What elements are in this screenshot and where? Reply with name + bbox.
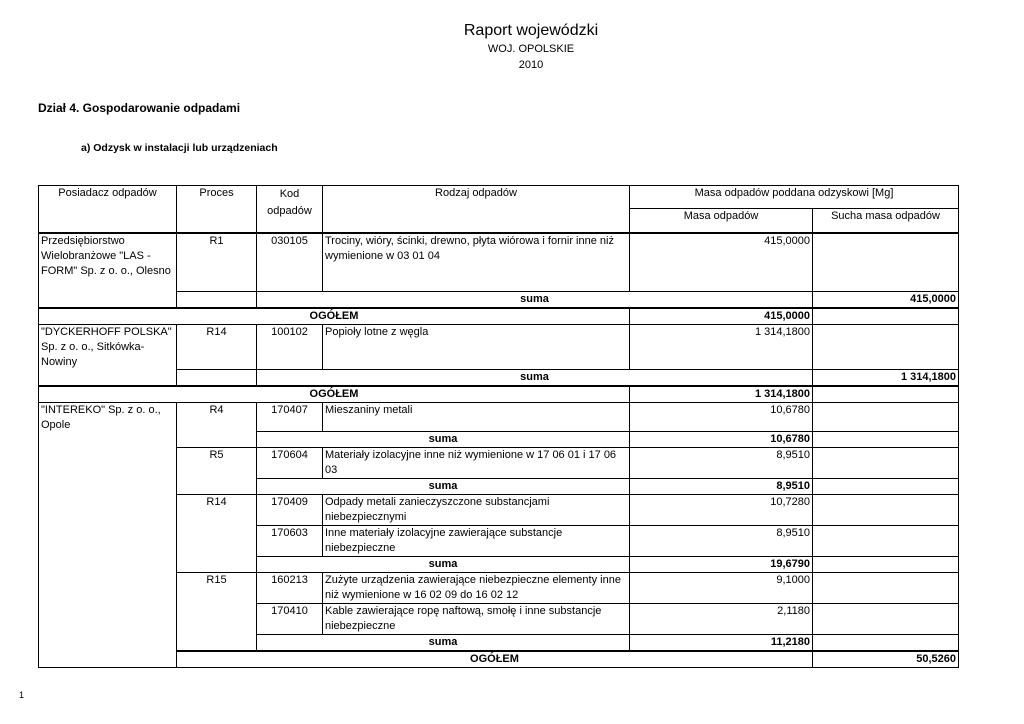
process-code: R4: [177, 403, 257, 448]
waste-dry-mass: [813, 526, 959, 557]
waste-dry-mass: [813, 448, 959, 479]
sum-label: suma: [257, 292, 813, 309]
sum-mass: 19,6790: [630, 557, 813, 573]
process-code: R14: [177, 325, 257, 370]
header-mass: Masa odpadów: [630, 209, 813, 233]
holder-name: "INTEREKO" Sp. z o. o., Opole: [39, 403, 177, 668]
waste-code: 170410: [257, 604, 323, 635]
waste-type: Mieszaniny metali: [323, 403, 630, 432]
sum-mass: 1 314,1800: [813, 370, 959, 387]
waste-dry-mass: [813, 325, 959, 370]
header-process: Proces: [177, 186, 257, 233]
waste-mass: 9,1000: [630, 573, 813, 604]
sum-mass: 8,9510: [630, 479, 813, 495]
waste-type: Popioły lotne z węgla: [323, 325, 630, 370]
process-code: R14: [177, 495, 257, 573]
waste-mass: 8,9510: [630, 526, 813, 557]
sum-label: suma: [257, 557, 630, 573]
sum-dry-mass: [813, 635, 959, 652]
sum-label: suma: [257, 370, 813, 387]
total-dry-mass: [813, 308, 959, 325]
total-mass: 1 314,1800: [630, 386, 813, 403]
waste-mass: 415,0000: [630, 233, 813, 292]
waste-dry-mass: [813, 233, 959, 292]
sum-label: suma: [257, 479, 630, 495]
total-label: OGÓŁEM: [177, 651, 813, 668]
sum-mass: 415,0000: [813, 292, 959, 309]
waste-type: Inne materiały izolacyjne zawierające substancje niebezpieczne: [323, 526, 630, 557]
header-type: Rodzaj odpadów: [323, 186, 630, 233]
header-code: Kod odpadów: [257, 186, 323, 233]
header-mass-group: Masa odpadów poddana odzyskowi [Mg]: [630, 186, 959, 209]
sum-mass: 10,6780: [630, 432, 813, 448]
holder-name: "DYCKERHOFF POLSKA" Sp. z o. o., Sitkówka-Nowiny: [39, 325, 177, 387]
waste-code: 160213: [257, 573, 323, 604]
waste-type: Zużyte urządzenia zawierające niebezpieczne elementy inne niż wymienione w 16 02 09 do 16 02 12: [323, 573, 630, 604]
waste-mass: 1 314,1800: [630, 325, 813, 370]
total-label: OGÓŁEM: [39, 308, 630, 325]
waste-mass: 10,6780: [630, 403, 813, 432]
report-region: WOJ. OPOLSKIE: [487, 43, 575, 55]
waste-type: Odpady metali zanieczyszczone substancjami niebezpiecznymi: [323, 495, 630, 526]
total-label: OGÓŁEM: [39, 386, 630, 403]
holder-name: Przedsiębiorstwo Wielobranżowe "LAS - FORM" Sp. z o. o., Olesno: [39, 233, 177, 309]
waste-code: 170409: [257, 495, 323, 526]
waste-dry-mass: [813, 403, 959, 432]
waste-dry-mass: [813, 604, 959, 635]
waste-mass: 2,1180: [630, 604, 813, 635]
sum-dry-mass: [813, 557, 959, 573]
report-title: Raport wojewódzki: [463, 22, 599, 39]
waste-dry-mass: [813, 573, 959, 604]
sum-label: suma: [257, 635, 630, 652]
sum-label: suma: [257, 432, 630, 448]
sum-spacer: [177, 292, 257, 309]
header-holder: Posiadacz odpadów: [39, 186, 177, 233]
waste-code: 100102: [257, 325, 323, 370]
total-mass: 50,5260: [813, 651, 959, 668]
waste-mass: 8,9510: [630, 448, 813, 479]
report-year: 2010: [518, 59, 544, 71]
header-dry-mass: Sucha masa odpadów: [813, 209, 959, 233]
total-dry-mass: [813, 386, 959, 403]
waste-code: 170604: [257, 448, 323, 479]
section-heading: Dział 4. Gospodarowanie odpadami: [38, 101, 241, 115]
waste-recovery-table: [38, 185, 959, 668]
process-code: R1: [177, 233, 257, 292]
waste-dry-mass: [813, 495, 959, 526]
waste-mass: 10,7280: [630, 495, 813, 526]
process-code: R15: [177, 573, 257, 652]
page-number: 1: [19, 690, 25, 700]
waste-type: Materiały izolacyjne inne niż wymienione w 17 06 01 i 17 06 03: [323, 448, 630, 479]
waste-type: Kable zawierające ropę naftową, smołę i inne substancje niebezpieczne: [323, 604, 630, 635]
total-mass: 415,0000: [630, 308, 813, 325]
waste-type: Trociny, wióry, ścinki, drewno, płyta wiórowa i fornir inne niż wymienione w 03 01 04: [323, 233, 630, 292]
process-code: R5: [177, 448, 257, 495]
sum-mass: 11,2180: [630, 635, 813, 652]
sum-dry-mass: [813, 432, 959, 448]
sum-spacer: [177, 370, 257, 387]
waste-code: 170407: [257, 403, 323, 432]
sum-dry-mass: [813, 479, 959, 495]
waste-code: 030105: [257, 233, 323, 292]
subsection-heading: a) Odzysk w instalacji lub urządzeniach: [81, 142, 278, 154]
waste-code: 170603: [257, 526, 323, 557]
